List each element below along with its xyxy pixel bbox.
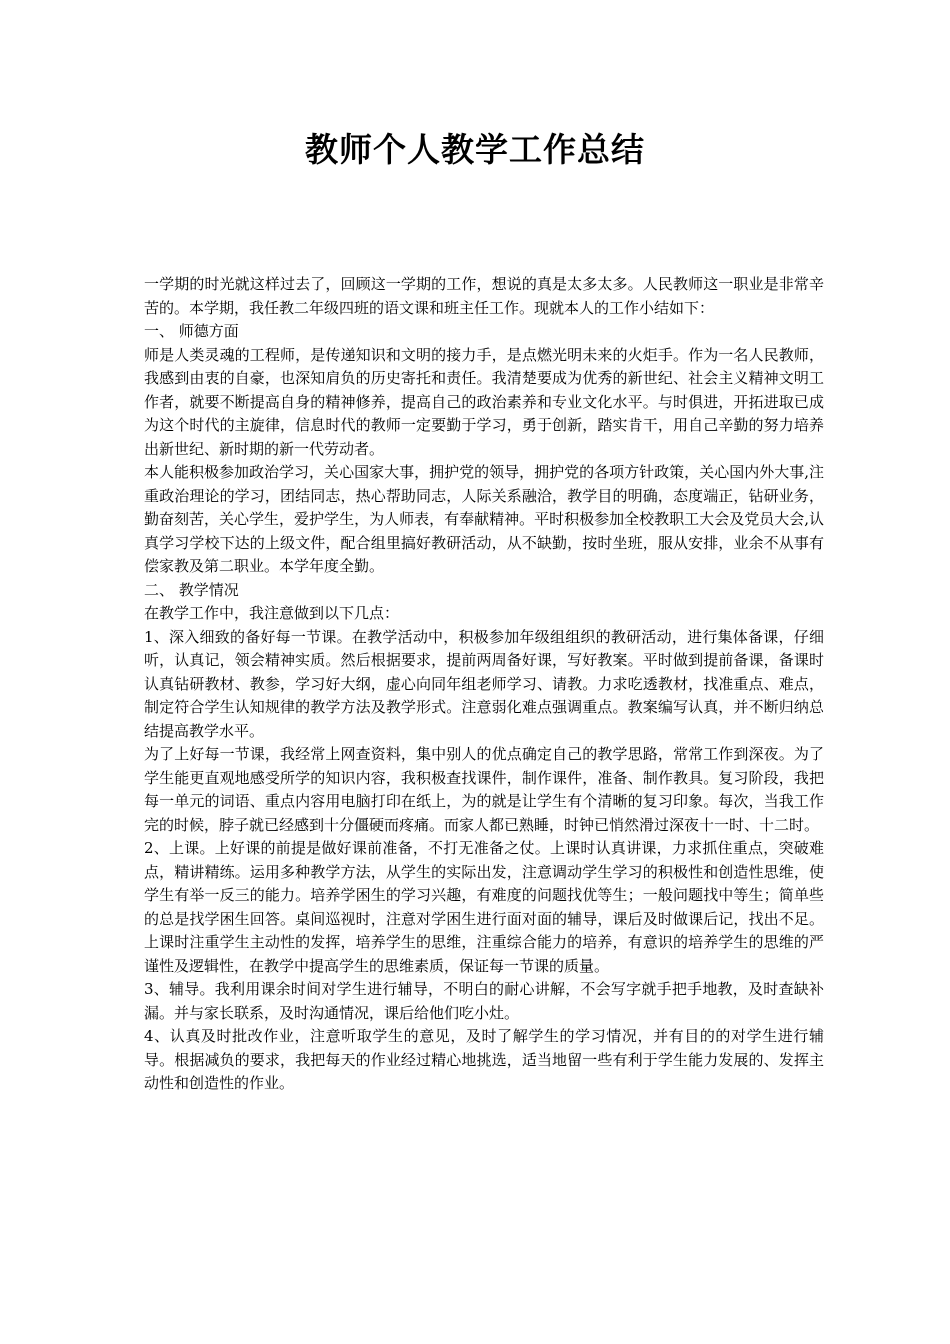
document-body — [144, 273, 824, 1096]
ethics-paragraph-1: 师是人类灵魂的工程师，是传递知识和文明的接力手，是点燃光明未来的火炬手。作为一名人民教师，我感到由衷的自豪，也深知肩负的历史寄托和责任。我清楚要成为优秀的新世纪、社会主义精神文明工作者，就要不断提高自身的精神修养，提高自己的政治素养和专业文化水平。与时俱进，开拓进取已成为这个时代的主旋律，信息时代的教师一定要勤于学习，勇于创新，踏实肯干，用自己辛勤的努力培养出新世纪、新时期的新一代劳动者。 — [144, 345, 824, 458]
teaching-item-1-continued-paragraph: 为了上好每一节课，我经常上网查资料，集中别人的优点确定自己的教学思路，常常工作到深夜。为了学生能更直观地感受所学的知识内容，我积极查找课件，制作课件，准备、制作教具。复习阶段，我把每一单元的词语、重点内容用电脑打印在纸上，为的就是让学生有个清晰的复习印象。每次，当我工作完的时候，脖子就已经感到十分僵硬而疼痛。而家人都已熟睡，时钟已悄然滑过深夜十一时、十二时。 — [144, 745, 824, 834]
section-heading-teaching: 二、 教学情况 — [144, 580, 239, 599]
teaching-intro-paragraph: 在教学工作中，我注意做到以下几点： — [144, 604, 400, 622]
section-heading-ethics: 一、 师德方面 — [144, 322, 239, 340]
document-title: 教师个人教学工作总结 — [305, 130, 645, 169]
intro-paragraph: 一学期的时光就这样过去了，回顾这一学期的工作，想说的真是太多太多。人民教师这一职业是非常辛苦的。本学期，我任教二年级四班的语文课和班主任工作。现就本人的工作小结如下： — [144, 275, 824, 317]
teaching-item-4-paragraph: 4、认真及时批改作业，注意听取学生的意见，及时了解学生的学习情况，并有目的的对学生进行辅导。根据减负的要求，我把每天的作业经过精心地挑选，适当地留一些有利于学生能力发展的、发挥主动性和创造性的作业。 — [144, 1027, 824, 1092]
teaching-item-3-paragraph: 3、辅导。我利用课余时间对学生进行辅导，不明白的耐心讲解，不会写字就手把手地教，及时查缺补漏。并与家长联系，及时沟通情况，课后给他们吃小灶。 — [144, 980, 824, 1022]
ethics-paragraph-2: 本人能积极参加政治学习，关心国家大事，拥护党的领导，拥护党的各项方针政策，关心国内外大事,注重政治理论的学习，团结同志，热心帮助同志，人际关系融洽，教学目的明确，态度端正，钻研业务，勤奋刻苦，关心学生，爱护学生，为人师表，有奉献精神。平时积极参加全校教职工大会及党员大会,认真学习学校下达的上级文件，配合组里搞好教研活动，从不缺勤，按时坐班，服从安排，业余不从事有偿家教及第二职业。本学年度全勤。 — [144, 463, 824, 575]
teaching-item-2-paragraph: 2、上课。上好课的前提是做好课前准备，不打无准备之仗。上课时认真讲课，力求抓住重点，突破难点，精讲精练。运用多种教学方法，从学生的实际出发，注意调动学生学习的积极性和创造性思维，使学生有举一反三的能力。培养学困生的学习兴趣，有难度的问题找优等生；一般问题找中等生；简单些的总是找学困生回答。桌间巡视时，注意对学困生进行面对面的辅导，课后及时做课后记，找出不足。上课时注重学生主动性的发挥，培养学生的思维，注重综合能力的培养，有意识的培养学生的思维的严谨性及逻辑性，在教学中提高学生的思维素质，保证每一节课的质量。 — [144, 839, 824, 975]
teaching-item-1-paragraph: 1、深入细致的备好每一节课。在教学活动中，积极参加年级组组织的教研活动，进行集体备课，仔细听，认真记，领会精神实质。然后根据要求，提前两周备好课，写好教案。平时做到提前备课，备课时认真钻研教材、教参，学习好大纲，虚心向同年组老师学习、请教。力求吃透教材，找准重点、难点，制定符合学生认知规律的教学方法及教学形式。注意弱化难点强调重点。教案编写认真，并不断归纳总结提高教学水平。 — [144, 627, 824, 740]
